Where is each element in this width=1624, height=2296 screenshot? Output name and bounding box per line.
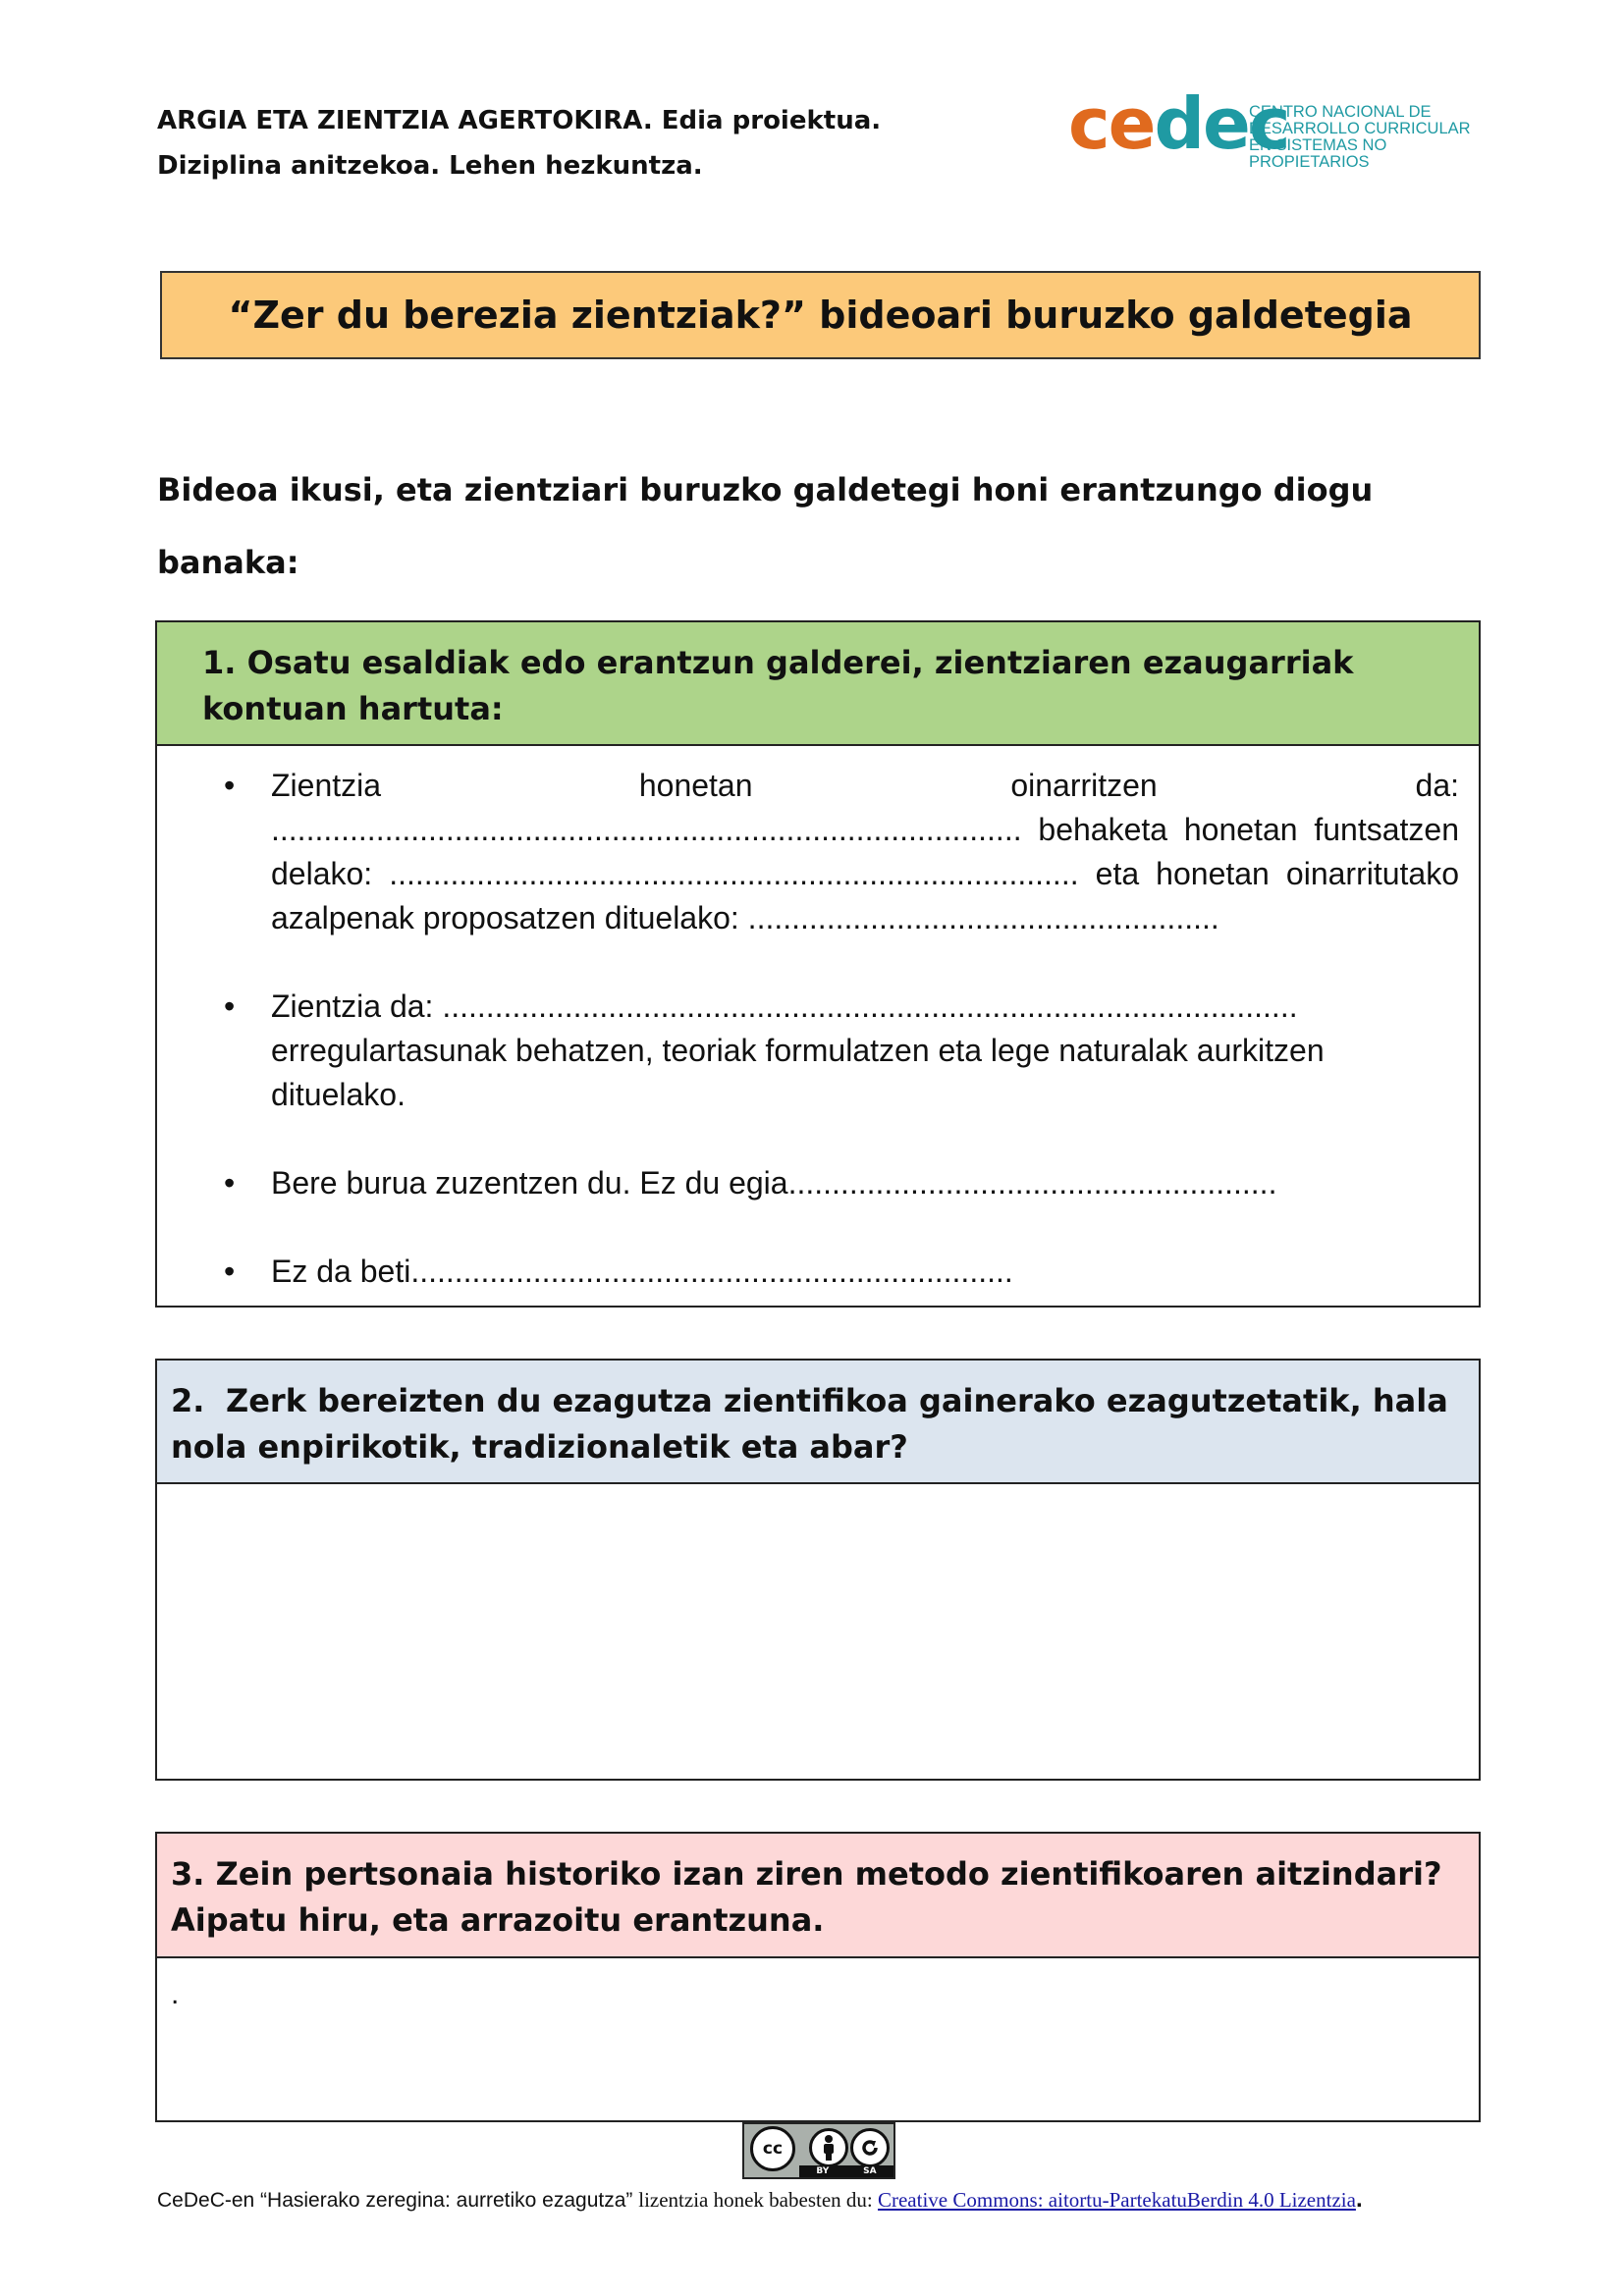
document-header [157, 98, 1041, 188]
license-link[interactable]: Creative Commons: aitortu-PartekatuBerdin 4.0 Lizentzia [877, 2188, 1356, 2212]
logo-sub-line-2: DESARROLLO CURRICULAR [1249, 120, 1471, 137]
question-3-answer-area[interactable]: . [171, 1978, 180, 2010]
question-1-bullets [157, 746, 1479, 1294]
person-icon [818, 2134, 839, 2162]
bullet-dot: • [224, 768, 236, 803]
question-2-box [155, 1359, 1481, 1781]
question-2-heading [157, 1361, 1479, 1484]
cc-badge-label-strip [799, 2165, 893, 2177]
question-1-box [155, 620, 1481, 1308]
logo-sub-line-3: EN SISTEMAS NO PROPIETARIOS [1249, 136, 1387, 171]
header-line-2: Diziplina anitzekoa. Lehen hezkuntza. [157, 151, 703, 181]
share-alike-arrow-icon [857, 2135, 883, 2161]
bullet-text: Zientzia da: .................................................................................................. erregulartasunak behatzen, teoriak formulatzen eta lege naturalak aurkitzen dituelako. [271, 988, 1325, 1112]
question-3-heading: 3. Zein pertsonaia historiko izan ziren metodo zientifikoaren aitzindari? Aipatu hiru, eta arrazoitu erantzuna. [157, 1834, 1479, 1958]
logo-sub-line-1: CENTRO NACIONAL DE [1249, 103, 1432, 121]
logo-word-dec: dec [1154, 82, 1289, 165]
bullet-text: Ez da beti..................................................................... [271, 1254, 1013, 1289]
bullet-dot: • [224, 988, 236, 1024]
question-2-answer-area[interactable] [157, 1484, 1479, 1775]
bullet-text: Zientzia honetan oinarritzen da: ...................................................................................... behaketa honetan funtsatzen delako: ............................................................................... eta honetan oinarritutako azalpenak proposatzen dituelako: ...................................................... [271, 768, 1459, 935]
cedec-logo [1068, 82, 1481, 171]
worksheet-title: “Zer du berezia zientziak?” bideoari buruzko galdetegia [160, 271, 1481, 359]
header-project-title: ARGIA ETA ZIENTZIA AGERTOKIRA. [157, 106, 653, 135]
header-line-1 [157, 98, 1041, 143]
bullet-dot: • [224, 1254, 236, 1289]
cc-icon: cc [750, 2126, 795, 2171]
cc-license-badge [742, 2122, 895, 2179]
attribution-person-icon [809, 2128, 848, 2167]
footer-suffix: . [1355, 2186, 1363, 2213]
cc-sa-label: SA [863, 2166, 877, 2176]
bullet-item [157, 985, 1479, 1117]
question-2-text: Zerk bereizten du ezagutza zientifikoa gainerako ezagutzetatik, hala nola enpirikotik, tradizionaletik eta abar? [171, 1382, 1448, 1466]
question-1-heading: 1. Osatu esaldiak edo erantzun galderei, zientziaren ezaugarriak kontuan hartuta: [157, 622, 1479, 746]
bullet-dot: • [224, 1165, 236, 1201]
share-alike-icon [850, 2128, 890, 2167]
bullet-item [157, 764, 1479, 940]
question-3-box [155, 1832, 1481, 2122]
footer-prefix: CeDeC-en “Hasierako zeregina: aurretiko ezagutza” [157, 2189, 639, 2212]
license-footer [157, 2185, 1512, 2216]
intro-instruction: Bideoa ikusi, eta zientziari buruzko galdetegi honi erantzungo diogu banaka: [157, 471, 1374, 581]
footer-middle: lizentzia honek babesten du: [638, 2188, 878, 2212]
cc-by-label: BY [816, 2166, 830, 2176]
cedec-logo-subtitle [1249, 104, 1481, 171]
bullet-text: Bere burua zuzentzen du. Ez du egia........................................................ [271, 1165, 1277, 1201]
logo-word-ce: ce [1068, 82, 1155, 165]
bullet-item [157, 1161, 1479, 1205]
question-2-number: 2. [171, 1382, 205, 1419]
header-project-subtitle: Edia proiektua. [652, 106, 882, 135]
bullet-item [157, 1250, 1479, 1294]
